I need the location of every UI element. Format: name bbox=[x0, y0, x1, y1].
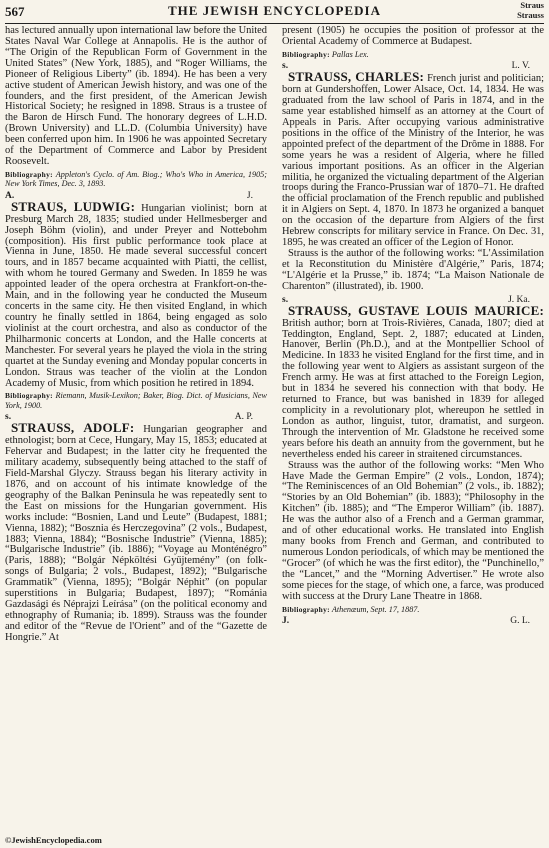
continuation-paragraph: present (1905) he occupies the position of professor at the Oriental Academy of Commerce at Budapest. bbox=[282, 26, 544, 47]
article-straus-ludwig bbox=[5, 198, 267, 390]
signature-line: A. J. bbox=[5, 190, 253, 201]
bibliography-label: Bibliography: bbox=[5, 169, 53, 179]
article-heading: STRAUSS, CHARLES: bbox=[288, 69, 425, 85]
bibliography bbox=[5, 170, 267, 189]
article-body: British author; born at Trois-Rivières, Canada, 1807; died at Teddington, England, Sept. 2, 1887; educated at Linden, Hanover, Berlin (Ph.D.), and at the Montpellier School of Medicine. In 1833 he visited England for the first time, and in the following year went to Algiers as assistant surgeon of the French army. He was at first attached to the Foreign Legion, but in 1834 he severed his connection with that body. He returned to France, but was banished in 1839 for alleged complicity in a revolutionary plot, whereupon he settled in London as author, linguist, tutor, dramatist, and surgeon. Through the intervention of Mr. Gladstone he received some years before his death an annuity from the government, but he nevertheless ended his career in straitened circumstances. bbox=[282, 317, 544, 460]
signature-line: s. A. P. bbox=[5, 412, 253, 423]
bibliography-text: Athenæum, Sept. 17, 1887. bbox=[331, 604, 420, 614]
continuation-paragraph: has lectured annually upon international law before the United States Naval War College at Annapolis. He is the author of “The Origin of the Republican Form of Government in the United States” (New York, 1885), and “Roger Williams, the Pioneer of Religious Liberty” (ib. 1894). He has been a very active student of American Jewish history, and was one of the founders, and the first president, of the American Jewish Historical Society; he resigned in 1898. Straus is a trustee of the Baron de Hirsch Fund. The honorary degrees of L.H.D. (Brown University) and LL.D. (Columbia University) have been conferred upon him. In 1906 he was appointed Secretary of the Department of Commerce and Labor by President Roosevelt. bbox=[5, 26, 267, 168]
header-rule bbox=[5, 23, 544, 24]
signature-line: s. J. Ka. bbox=[282, 294, 530, 305]
running-head bbox=[517, 1, 544, 20]
signature-line: s. L. V. bbox=[282, 61, 530, 72]
bibliography-text: Appleton's Cyclo. of Am. Biog.; Who's Who in America, 1905; New York Times, Dec. 3, 1893. bbox=[5, 169, 267, 189]
right-column bbox=[282, 26, 544, 826]
works-paragraph: Strauss is the author of the following works: “L'Assimilation et la Reconstitution du Ministère d'Algérie,” Paris, 1874; “L'Algérie et la Prusse,” ib. 1874; “La Maison Nationale de Charenton” (illustrated), ib. 1900. bbox=[282, 248, 544, 292]
article-heading: STRAUSS, ADOLF: bbox=[11, 420, 135, 436]
article-strauss-gustave bbox=[282, 302, 544, 461]
page-number: 567 bbox=[5, 4, 25, 19]
article-body: French jurist and politician; born at Gundershoffen, Lower Alsace, Oct. 14, 1834. He was graduated from the law school of Paris in 1874, and in the same year established himself as an attorney at the Court of Appeals in Paris. After occupying various administrative positions in the office of the Ministry of the Interior, he was appointed prefect of the department of the Drôme in 1888. For some years he was a resident of Algeria, where he filled various important positions. As an officer in the Algerian militia, he organized the victualing department of the Algerian troops during the Franco-Prussian war of 1870–71. He drafted the official proclamation of the French republic and published it in Algiers on Sept. 4, 1870. In 1873 he organized a banquet on the occasion of the departure from Algiers of the first Hebrew conscripts for military service in France. On Dec. 31, 1895, he was created an officer of the Legion of Honor. bbox=[282, 73, 544, 249]
works-paragraph: Strauss was the author of the following works: “Men Who Have Made the German Empire” (2 vols., London, 1874); “The Reminiscences of an Old Bohemian” (2 vols., ib. 1882); “Stories by an Old Bohemian” (ib. 1883); “Philosophy in the Kitchen” (ib. 1885); and “The Emperor William” (ib. 1887). He was the author also of a French and a German grammar, and of other educational works. He translated into English many books from French and German, and contributed to numerous London periodicals, of which may be mentioned the “Grocer” (of which he was the first editor), the “Punchinello,” the “Lancet,” and the “Morning Advertiser.” He wrote also some pieces for the stage, of which one, a farce, was produced with success at the Drury Lane Theatre in 1868. bbox=[282, 459, 544, 602]
left-column bbox=[5, 26, 267, 826]
bibliography-label: Bibliography: bbox=[282, 49, 330, 59]
bibliography-label: Bibliography: bbox=[5, 391, 53, 401]
bibliography bbox=[5, 391, 267, 410]
running-head-first: Straus bbox=[520, 0, 544, 10]
article-body: Hungarian violinist; born at Presburg March 28, 1835; studied under Hellmesberger and Joseph Böhm (violin), and under Preyer and Nottebohm (composition). His first public performance took place at Vienna in June, 1850. He made several successful concert tours, and in 1857 became acquainted with Piatti, the cellist, with whom he toured Germany and Sweden. In 1859 he was appointed leader of the opera orchestra at Frankfort-on-the-Main, and in the following year he conducted the Museum concerts in the same city. He then visited England, in which country he finally settled in 1864, being engaged as solo violinist at the court orchestra, and also as conductor of the Philharmonic concerts at London, and the Halle concerts at Manchester. For several years he played the viola in the string quartet at the Sunday evening and Monday popular concerts in London. Straus was teacher of the violin at the London Academy of Music, from which position he retired in 1894. bbox=[5, 202, 267, 389]
bibliography bbox=[282, 50, 544, 59]
journal-title: THE JEWISH ENCYCLOPEDIA bbox=[168, 3, 381, 18]
article-strauss-adolf bbox=[5, 420, 267, 643]
bibliography-label: Bibliography: bbox=[282, 604, 330, 614]
article-heading: STRAUSS, GUSTAVE LOUIS MAURICE: bbox=[288, 302, 544, 318]
signature-line: J. G. L. bbox=[282, 615, 530, 626]
bibliography bbox=[282, 605, 544, 614]
article-body: Hungarian geographer and ethnologist; born at Cece, Hungary, May 15, 1853; educated at Fehervar and Budapest; in the latter city he frequented the military academy, subsequently being attached to the staff of Field-Marshal Glyczy. Strauss began his literary activity in 1876, and on account of his intimate knowledge of the geography of the Balkan Peninsula he was repeatedly sent to the East on missions for the Hungarian government. His works include: “Bosnien, Land und Leute” (Budapest, 1881; Vienna, 1882); “Bosznia és Herczegovina” (2 vols., Budapest, 1883; Vienna, 1884); “Bosnische Industrie” (Vienna, 1885); “Bulgarische Industrie” (ib. 1886); “Voyage au Monténégro” (Paris, 1888); “Bolgár Népköltési Gyűjtemény” (on folk-songs of Bulgaria; 2 vols., Budapest, 1892); “Bulgarische Grammatik” (Vienna, 1895); “Bolgár Néphit” (on popular superstitions in Bulgaria; Budapest, 1897); “Románia Gazdasági és Néprajzi Leírása” (on the political economy and ethnography of Rumania; ib. 1899). Strauss was the founder and editor of the “Revue de l'Orient” and of the “Gazette de Hongrie.” At bbox=[5, 424, 267, 643]
bibliography-text: Riemann, Musik-Lexikon; Baker, Biog. Dict. of Musicians, New York, 1900. bbox=[5, 391, 267, 410]
site-watermark: ©JewishEncyclopedia.com bbox=[5, 835, 102, 845]
article-strauss-charles bbox=[282, 69, 544, 249]
running-head-second: Strauss bbox=[517, 9, 544, 20]
bibliography-text: Pallas Lex. bbox=[331, 49, 369, 59]
article-heading: STRAUS, LUDWIG: bbox=[11, 198, 136, 214]
